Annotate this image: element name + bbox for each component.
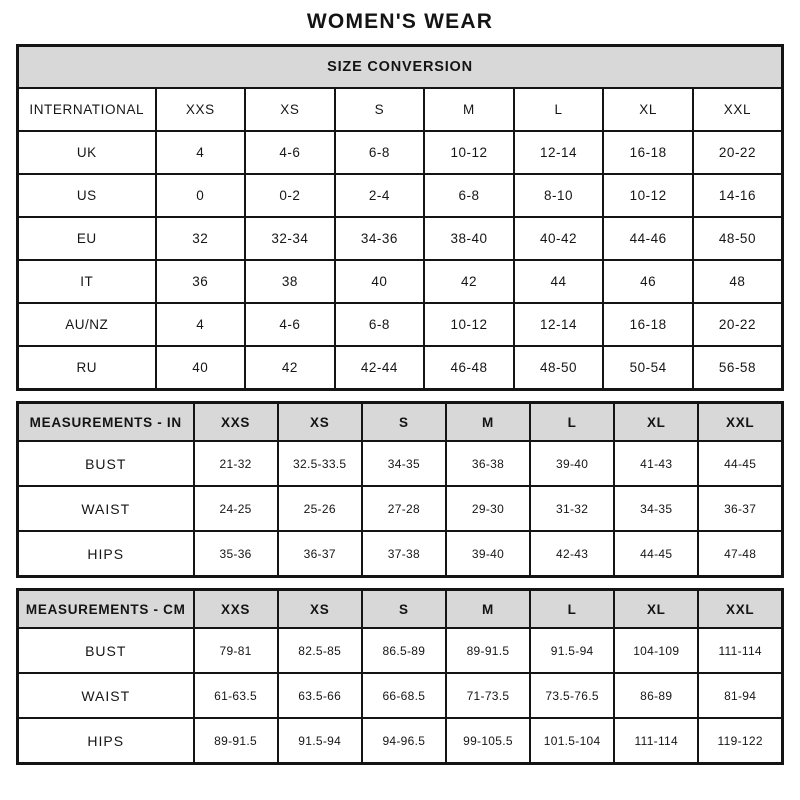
cell-value: 39-40 [530, 441, 614, 486]
cell-value: 34-36 [335, 217, 425, 260]
row-label: BUST [18, 441, 194, 486]
column-header-row [18, 88, 783, 131]
cell-value: 50-54 [603, 346, 693, 390]
table-row [18, 174, 783, 217]
row-label: UK [18, 131, 156, 174]
table-title: MEASUREMENTS - IN [18, 403, 194, 442]
cell-value: 29-30 [446, 486, 530, 531]
cell-value: 94-96.5 [362, 718, 446, 764]
cell-value: 79-81 [194, 628, 278, 673]
column-header: INTERNATIONAL [18, 88, 156, 131]
cell-value: 24-25 [194, 486, 278, 531]
page-title: WOMEN'S WEAR [306, 10, 494, 33]
cell-value: 40 [156, 346, 246, 390]
table-row [18, 441, 783, 486]
table-header-row [18, 403, 783, 442]
table-row [18, 346, 783, 390]
row-label: HIPS [18, 718, 194, 764]
cell-value: 36-38 [446, 441, 530, 486]
cell-value: 27-28 [362, 486, 446, 531]
cell-value: 4-6 [245, 303, 335, 346]
cell-value: 38-40 [424, 217, 514, 260]
cell-value: 16-18 [603, 303, 693, 346]
cell-value: 20-22 [693, 303, 783, 346]
cell-value: 46-48 [424, 346, 514, 390]
measurements-in-table [16, 401, 784, 578]
cell-value: 47-48 [698, 531, 782, 577]
table-row [18, 303, 783, 346]
cell-value: 6-8 [424, 174, 514, 217]
column-header: L [530, 403, 614, 442]
cell-value: 44-45 [698, 441, 782, 486]
column-header: XL [603, 88, 693, 131]
cell-value: 71-73.5 [446, 673, 530, 718]
table-title: MEASUREMENTS - CM [18, 590, 194, 629]
cell-value: 42 [245, 346, 335, 390]
cell-value: 12-14 [514, 131, 604, 174]
cell-value: 34-35 [362, 441, 446, 486]
cell-value: 104-109 [614, 628, 698, 673]
table-row [18, 628, 783, 673]
cell-value: 101.5-104 [530, 718, 614, 764]
column-header: XXS [156, 88, 246, 131]
cell-value: 42-43 [530, 531, 614, 577]
column-header: XL [614, 403, 698, 442]
cell-value: 40-42 [514, 217, 604, 260]
cell-value: 81-94 [698, 673, 782, 718]
column-header: S [335, 88, 425, 131]
column-header: S [362, 590, 446, 629]
cell-value: 111-114 [698, 628, 782, 673]
table-title-row [18, 46, 783, 89]
column-header: XXL [698, 403, 782, 442]
row-label: IT [18, 260, 156, 303]
cell-value: 91.5-94 [530, 628, 614, 673]
cell-value: 4-6 [245, 131, 335, 174]
cell-value: 25-26 [278, 486, 362, 531]
cell-value: 36-37 [698, 486, 782, 531]
cell-value: 40 [335, 260, 425, 303]
cell-value: 34-35 [614, 486, 698, 531]
cell-value: 36-37 [278, 531, 362, 577]
table-row [18, 486, 783, 531]
cell-value: 21-32 [194, 441, 278, 486]
cell-value: 8-10 [514, 174, 604, 217]
cell-value: 39-40 [446, 531, 530, 577]
cell-value: 10-12 [424, 303, 514, 346]
row-label: HIPS [18, 531, 194, 577]
row-label: BUST [18, 628, 194, 673]
column-header: S [362, 403, 446, 442]
measurements-cm-table [16, 588, 784, 765]
cell-value: 86-89 [614, 673, 698, 718]
cell-value: 44 [514, 260, 604, 303]
cell-value: 6-8 [335, 303, 425, 346]
cell-value: 86.5-89 [362, 628, 446, 673]
table-title: SIZE CONVERSION [18, 46, 783, 89]
cell-value: 61-63.5 [194, 673, 278, 718]
cell-value: 36 [156, 260, 246, 303]
cell-value: 4 [156, 131, 246, 174]
cell-value: 38 [245, 260, 335, 303]
cell-value: 0-2 [245, 174, 335, 217]
cell-value: 42-44 [335, 346, 425, 390]
column-header: XXS [194, 403, 278, 442]
cell-value: 35-36 [194, 531, 278, 577]
cell-value: 4 [156, 303, 246, 346]
row-label: EU [18, 217, 156, 260]
cell-value: 89-91.5 [446, 628, 530, 673]
table-header-row [18, 590, 783, 629]
column-header: XXL [698, 590, 782, 629]
cell-value: 46 [603, 260, 693, 303]
column-header: XS [278, 590, 362, 629]
column-header: L [514, 88, 604, 131]
cell-value: 44-45 [614, 531, 698, 577]
column-header: XS [245, 88, 335, 131]
cell-value: 32 [156, 217, 246, 260]
cell-value: 91.5-94 [278, 718, 362, 764]
cell-value: 2-4 [335, 174, 425, 217]
size-conversion-table [16, 44, 784, 391]
cell-value: 99-105.5 [446, 718, 530, 764]
row-label: AU/NZ [18, 303, 156, 346]
cell-value: 6-8 [335, 131, 425, 174]
cell-value: 41-43 [614, 441, 698, 486]
cell-value: 32-34 [245, 217, 335, 260]
cell-value: 12-14 [514, 303, 604, 346]
cell-value: 119-122 [698, 718, 782, 764]
cell-value: 42 [424, 260, 514, 303]
cell-value: 44-46 [603, 217, 693, 260]
cell-value: 56-58 [693, 346, 783, 390]
cell-value: 89-91.5 [194, 718, 278, 764]
cell-value: 82.5-85 [278, 628, 362, 673]
cell-value: 20-22 [693, 131, 783, 174]
row-label: WAIST [18, 486, 194, 531]
cell-value: 31-32 [530, 486, 614, 531]
table-row [18, 718, 783, 764]
cell-value: 73.5-76.5 [530, 673, 614, 718]
cell-value: 37-38 [362, 531, 446, 577]
cell-value: 48-50 [514, 346, 604, 390]
column-header: XXS [194, 590, 278, 629]
column-header: M [446, 590, 530, 629]
cell-value: 32.5-33.5 [278, 441, 362, 486]
row-label: RU [18, 346, 156, 390]
cell-value: 66-68.5 [362, 673, 446, 718]
cell-value: 10-12 [603, 174, 693, 217]
table-row [18, 260, 783, 303]
table-row [18, 531, 783, 577]
table-row [18, 217, 783, 260]
table-row [18, 673, 783, 718]
row-label: WAIST [18, 673, 194, 718]
cell-value: 10-12 [424, 131, 514, 174]
column-header: M [446, 403, 530, 442]
cell-value: 111-114 [614, 718, 698, 764]
cell-value: 14-16 [693, 174, 783, 217]
table-row [18, 131, 783, 174]
cell-value: 48 [693, 260, 783, 303]
column-header: XXL [693, 88, 783, 131]
column-header: L [530, 590, 614, 629]
column-header: M [424, 88, 514, 131]
cell-value: 16-18 [603, 131, 693, 174]
row-label: US [18, 174, 156, 217]
cell-value: 63.5-66 [278, 673, 362, 718]
column-header: XL [614, 590, 698, 629]
cell-value: 0 [156, 174, 246, 217]
column-header: XS [278, 403, 362, 442]
cell-value: 48-50 [693, 217, 783, 260]
